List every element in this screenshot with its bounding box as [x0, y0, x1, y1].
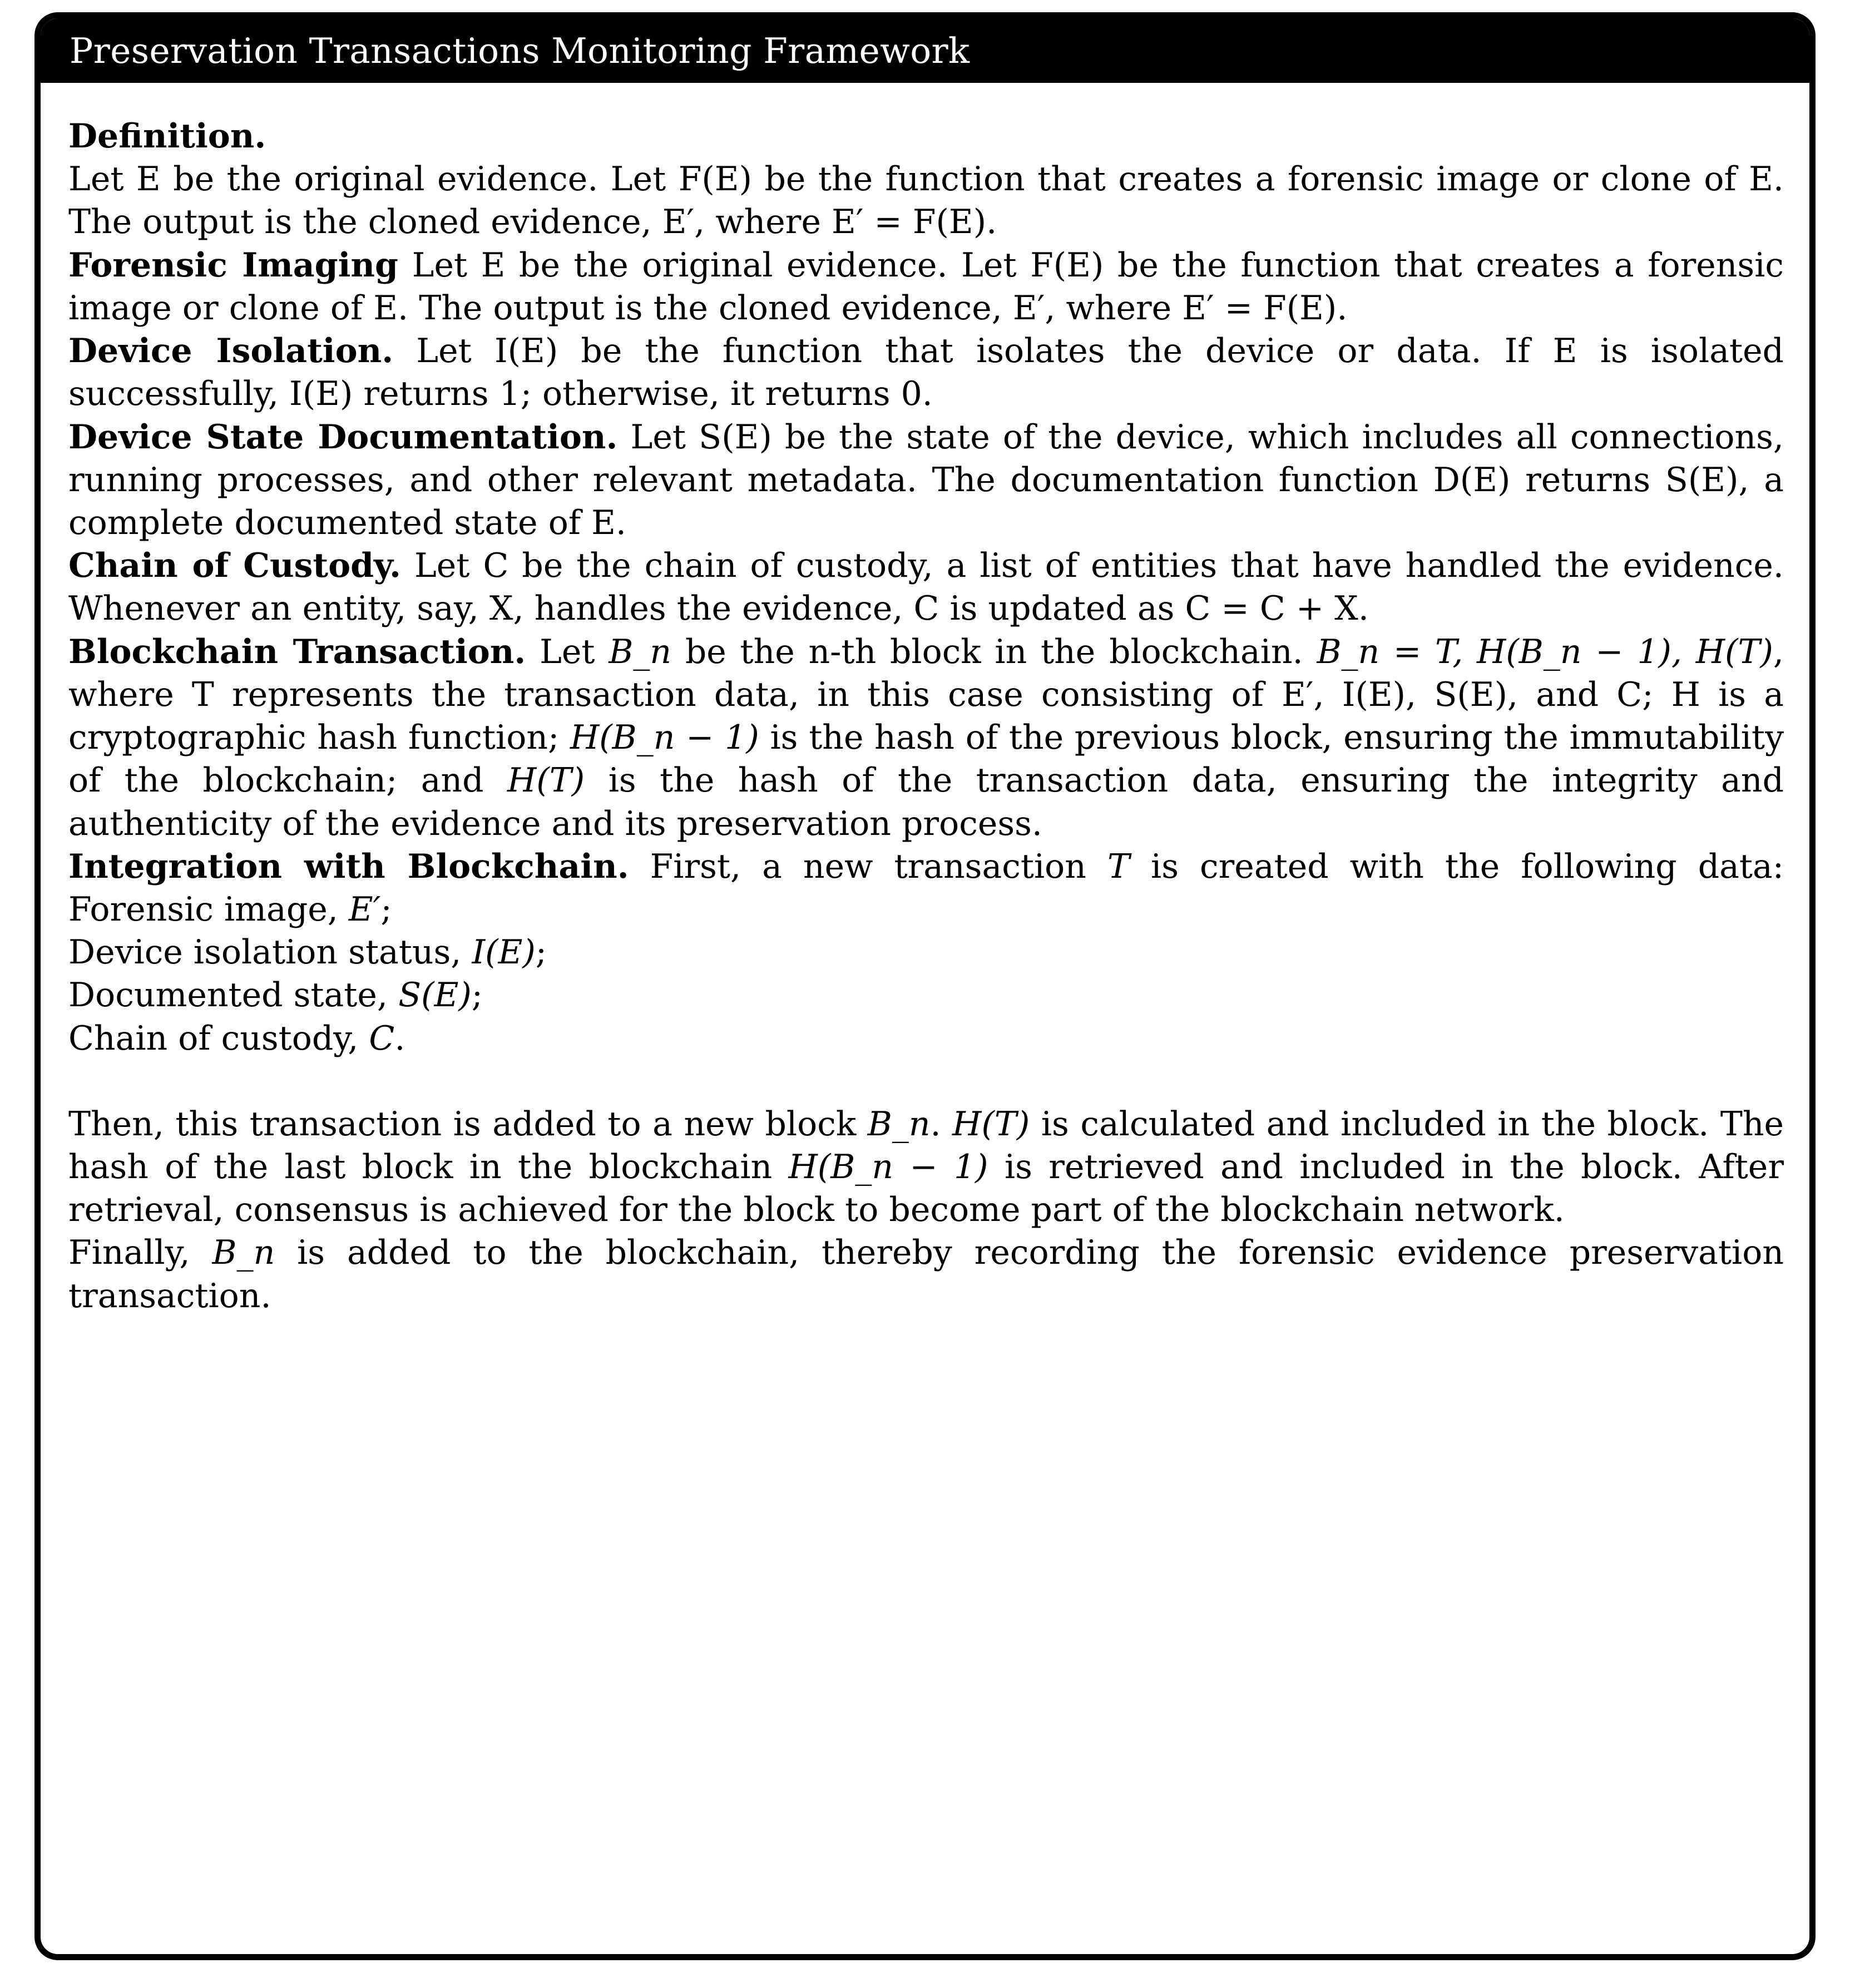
device-state-documentation-text: Let S(E) be the state of the device, which includes all connections, running processes, and other relevant metadata. The documentation function D(E) returns S(E), a complete documented state of E. [68, 417, 1784, 542]
blockchain-transaction-text-2: be the n-th block in the blockchain. [671, 632, 1317, 671]
closing-text-4: is retrieved and included in the block. After retrieval, consensus is achieved for the block to become part of the blockchain network. [68, 1148, 1784, 1230]
integration-text-2: is created with the following data: Forensic image, [68, 847, 1784, 929]
integration-item-2-label: Documented state, [68, 976, 399, 1015]
box-body [41, 83, 1809, 1334]
final-math: B_n [212, 1233, 275, 1273]
definition-paragraph [68, 158, 1784, 244]
integration-item-3-label: Chain of custody, [68, 1018, 369, 1058]
integration-item-1-label: Device isolation status, [68, 933, 472, 972]
title-bar [41, 18, 1809, 83]
integration-math-2: E′ [348, 889, 381, 929]
closing-text-2: . [930, 1104, 953, 1144]
forensic-imaging-text: Let E be the original evidence. Let F(E) be the function that creates a forensic image or clone of E. The output is the cloned evidence, E′, where E′ = F(E). [68, 245, 1784, 328]
integration-item-1-math: I(E) [472, 933, 536, 972]
final-text-1: Finally, [68, 1233, 212, 1273]
definition-box [34, 12, 1816, 1960]
final-paragraph [68, 1232, 1784, 1317]
closing-paragraph [68, 1103, 1784, 1232]
blockchain-transaction-text-1: Let [526, 632, 609, 671]
integration-text-3: ; [380, 889, 392, 929]
blockchain-transaction-text-5: is the hash of the transaction data, ensuring the integrity and authenticity of the evidence and its preservation process. [68, 761, 1784, 843]
device-state-documentation-heading: Device State Documentation. [68, 417, 618, 457]
blockchain-transaction-math-2: B_n = T, H(B_n − 1), H(T) [1317, 632, 1773, 671]
forensic-imaging-heading: Forensic Imaging [68, 245, 399, 285]
blockchain-transaction-text-4: is the hash of the previous block, ensuring the immutability of the blockchain; and [68, 718, 1784, 800]
integration-math-1: T [1107, 847, 1130, 886]
closing-math-2: H(T) [952, 1104, 1030, 1144]
device-state-documentation-paragraph [68, 416, 1784, 545]
closing-math-3: H(B_n − 1) [788, 1148, 988, 1187]
definition-heading-line [68, 115, 1784, 158]
definition-text: Let E be the original evidence. Let F(E) be the function that creates a forensic image or clone of E. The output is the cloned evidence, E′, where E′ = F(E). [68, 160, 1784, 242]
integration-item-1-tail: ; [535, 933, 547, 972]
integration-item-2-math: S(E) [398, 976, 472, 1015]
closing-math-1: B_n [867, 1104, 931, 1144]
integration-item-3 [68, 1017, 1784, 1060]
integration-with-blockchain-heading: Integration with Blockchain. [68, 847, 629, 886]
blockchain-transaction-paragraph [68, 631, 1784, 845]
integration-item-2 [68, 974, 1784, 1017]
paragraph-spacer [68, 1060, 1784, 1103]
blockchain-transaction-math-4: H(T) [507, 761, 585, 800]
integration-item-1 [68, 931, 1784, 974]
integration-text-1: First, a new transaction [629, 847, 1107, 886]
chain-of-custody-text: Let C be the chain of custody, a list of entities that have handled the evidence. Whenever an entity, say, X, handles the evidence, C is updated as C = C + X. [68, 546, 1784, 629]
device-isolation-heading: Device Isolation. [68, 332, 394, 371]
definition-heading: Definition. [68, 117, 266, 156]
device-isolation-text: Let I(E) be the function that isolates the device or data. If E is isolated successfully, I(E) returns 1; otherwise, it returns 0. [68, 332, 1784, 414]
integration-item-2-tail: ; [471, 976, 483, 1015]
chain-of-custody-paragraph [68, 545, 1784, 630]
integration-item-3-tail: . [394, 1018, 405, 1058]
blockchain-transaction-text-3: , where T represents the transaction data, in this case consisting of E′, I(E), S(E), and C; H is a cryptographic hash function; [68, 632, 1784, 758]
blockchain-transaction-math-1: B_n [609, 632, 672, 671]
closing-text-3: is calculated and included in the block. The hash of the last block in the blockchain [68, 1104, 1784, 1187]
blockchain-transaction-math-3: H(B_n − 1) [570, 718, 759, 758]
integration-item-3-math: C [369, 1018, 395, 1058]
final-text-2: is added to the blockchain, thereby recording the forensic evidence preservation transaction. [68, 1233, 1784, 1316]
box-title: Preservation Transactions Monitoring Framework [70, 30, 970, 71]
integration-with-blockchain-paragraph [68, 845, 1784, 931]
device-isolation-paragraph [68, 330, 1784, 416]
chain-of-custody-heading: Chain of Custody. [68, 546, 401, 586]
closing-text-1: Then, this transaction is added to a new block [68, 1104, 868, 1144]
forensic-imaging-paragraph [68, 244, 1784, 330]
blockchain-transaction-heading: Blockchain Transaction. [68, 632, 526, 671]
